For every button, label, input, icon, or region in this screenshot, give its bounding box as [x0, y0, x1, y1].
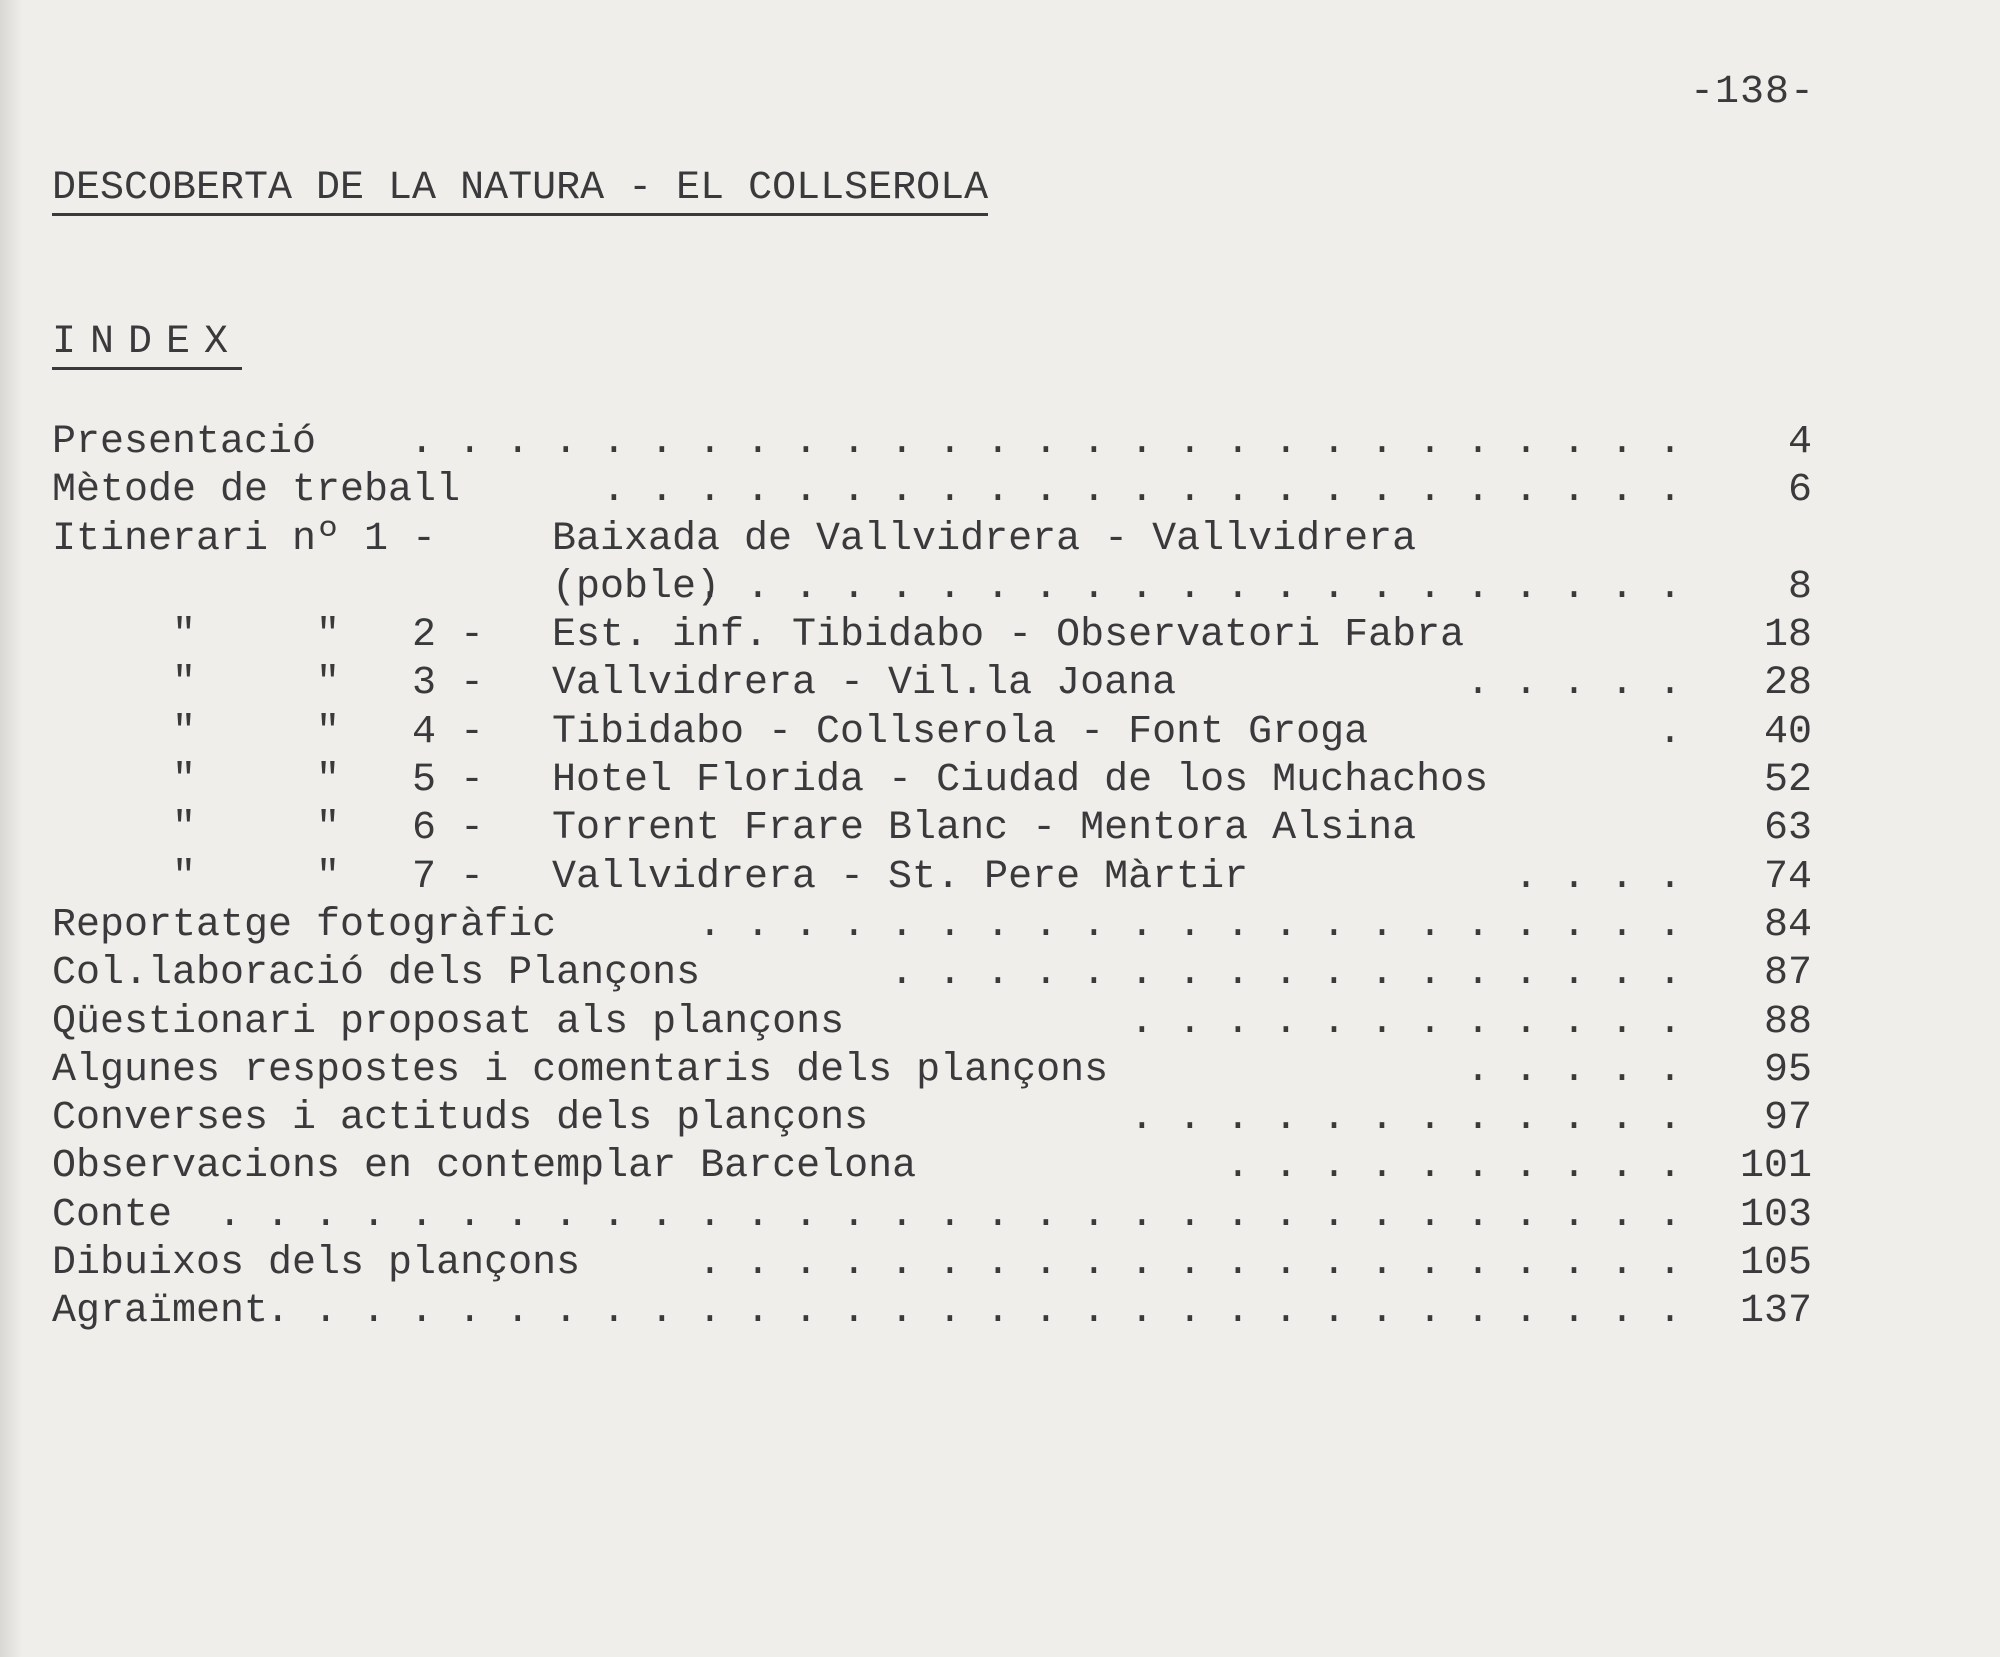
toc-entry-leader-dots: . . . . .	[1465, 661, 1682, 707]
toc-entry-leader-dots: . . . .	[1513, 854, 1682, 900]
toc-entry	[52, 710, 1812, 758]
toc-entry-page-number: 4	[1787, 420, 1812, 465]
toc-entry-title: Dibuixos dels plançons	[52, 1241, 581, 1287]
toc-entry	[52, 1193, 1812, 1241]
toc-entry	[52, 1096, 1812, 1144]
toc-entry-title: Qüestionari proposat als plançons	[52, 999, 845, 1045]
toc-entry-title: Reportatge fotogràfic	[52, 902, 557, 948]
toc-entry-title: Vallvidrera - Vil.la Joana	[552, 661, 1177, 707]
toc-entry-page-number: 84	[1763, 902, 1812, 948]
toc-entry-prefix: " " 7 -	[172, 854, 485, 900]
toc-entry-title: Vallvidrera - St. Pere Màrtir	[552, 854, 1249, 900]
toc-entry-page-number: 88	[1763, 999, 1812, 1045]
toc-entry	[52, 806, 1812, 854]
toc-entry-page-number: 52	[1763, 758, 1812, 804]
toc-entry-page-number: 8	[1787, 564, 1812, 610]
page-edge-shadow	[0, 0, 22, 1657]
toc-entry-page-number: 101	[1739, 1144, 1812, 1190]
toc-entry	[52, 661, 1812, 709]
toc-entry	[52, 855, 1812, 903]
toc-entry-title: Conte	[52, 1192, 173, 1238]
toc-entry	[52, 565, 1812, 613]
toc-entry	[52, 420, 1812, 468]
page-number: -138-	[1690, 70, 1816, 115]
index-title: INDEX	[52, 320, 242, 370]
toc-entry-page-number: 95	[1763, 1047, 1812, 1093]
toc-entry	[52, 903, 1812, 951]
toc-entry-leader-dots: . . . . . . . . . . . . . . . . . . . . .	[697, 1241, 1682, 1287]
toc-entry-prefix: " " 5 -	[172, 758, 485, 804]
toc-entry-page-number: 87	[1763, 951, 1812, 997]
toc-entry-page-number: 97	[1763, 1096, 1812, 1142]
toc-entry-page-number: 103	[1739, 1192, 1812, 1238]
toc-entry-leader-dots: . . . . . . . . . . . . . . . . . . . . .	[697, 902, 1682, 948]
toc-entry	[52, 951, 1812, 999]
toc-entry-title: Algunes respostes i comentaris dels plançons	[52, 1047, 1109, 1093]
toc-entry	[52, 613, 1812, 661]
toc-entry-leader-dots: . . . . . . . . . . . .	[1129, 1096, 1682, 1142]
toc-entry-prefix: Itinerari nº 1 -	[52, 516, 437, 562]
toc-entry	[52, 468, 1812, 516]
toc-entry-title: Observacions en contemplar Barcelona	[52, 1144, 917, 1190]
toc-entry	[52, 1000, 1812, 1048]
toc-entry-leader-dots: . . . . . . . . . . . . . . . . . . . . . . . . . . .	[409, 420, 1682, 465]
toc-entry-leader-dots: . . . . .	[1465, 1047, 1682, 1093]
toc-entry-leader-dots: . . . . . . . . . . . . . . . . . . . . . . .	[601, 468, 1682, 514]
toc-entry-page-number: 28	[1763, 661, 1812, 707]
toc-entry-title: Col.laboració dels Plançons	[52, 951, 701, 997]
toc-entry-title: Torrent Frare Blanc - Mentora Alsina	[552, 806, 1417, 852]
toc-entry-leader-dots: . . . . . . . . . . . . . . . . . . . . . . . . . . . . . . .	[217, 1192, 1682, 1238]
toc-entry-leader-dots: . . . . . . . . . . . . . . . . .	[889, 951, 1682, 997]
toc-entry-leader-dots: . . . . . . . . . . . .	[1129, 999, 1682, 1045]
toc-entry-title: Mètode de treball	[52, 468, 461, 514]
toc-entry-page-number: 137	[1739, 1289, 1812, 1335]
toc-entry	[52, 1289, 1812, 1337]
toc-entry	[52, 1144, 1812, 1192]
toc-entry-page-number: 105	[1739, 1241, 1812, 1287]
toc-entry-title: Converses i actituds dels plançons	[52, 1096, 869, 1142]
table-of-contents	[52, 420, 1812, 1338]
toc-entry-page-number: 74	[1763, 854, 1812, 900]
toc-entry-title: Tibidabo - Collserola - Font Groga	[552, 709, 1369, 755]
toc-entry-title: Est. inf. Tibidabo - Observatori Fabra	[552, 613, 1465, 659]
toc-entry	[52, 758, 1812, 806]
toc-entry	[52, 1241, 1812, 1289]
toc-entry-title: Presentació	[52, 420, 317, 465]
toc-entry-prefix: " " 2 -	[172, 613, 485, 659]
toc-entry-title: Hotel Florida - Ciudad de los Muchachos	[552, 758, 1489, 804]
document-heading: DESCOBERTA DE LA NATURA - EL COLLSEROLA	[52, 166, 988, 216]
toc-entry-page-number: 18	[1763, 613, 1812, 659]
toc-entry-title: (poble)	[552, 564, 721, 610]
toc-entry-page-number: 6	[1787, 468, 1812, 514]
toc-entry-leader-dots: . . . . . . . . . . . . . . . . . . . . . . . . . . . . . .	[265, 1289, 1682, 1335]
toc-entry-title: Baixada de Vallvidrera - Vallvidrera	[552, 516, 1417, 562]
toc-entry-leader-dots: .	[1657, 709, 1682, 755]
toc-entry-prefix: " " 4 -	[172, 709, 485, 755]
toc-entry	[52, 517, 1812, 565]
toc-entry-leader-dots: . . . . . . . . . . . . . . . . . . . . .	[697, 564, 1682, 610]
toc-entry	[52, 1048, 1812, 1096]
toc-entry-leader-dots: . . . . . . . . . .	[1225, 1144, 1682, 1190]
toc-entry-page-number: 40	[1763, 709, 1812, 755]
toc-entry-prefix: " " 6 -	[172, 806, 485, 852]
toc-entry-prefix: " " 3 -	[172, 661, 485, 707]
toc-entry-title: Agraïment	[52, 1289, 269, 1335]
toc-entry-page-number: 63	[1763, 806, 1812, 852]
